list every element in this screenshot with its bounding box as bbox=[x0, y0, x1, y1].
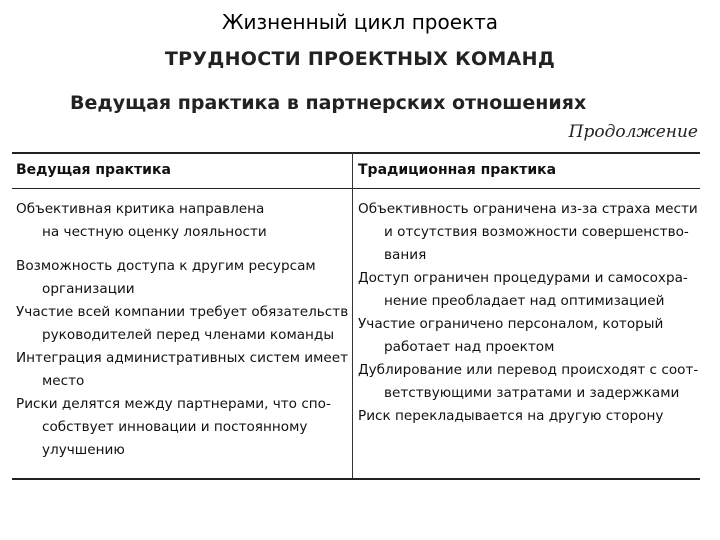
slide-title: Жизненный цикл проекта bbox=[222, 10, 498, 34]
item-line: организации bbox=[42, 281, 135, 297]
traditional-practice-item bbox=[358, 359, 698, 405]
traditional-practice-item bbox=[358, 313, 698, 359]
item-line: Доступ ограничен процедурами и самосохра- bbox=[358, 270, 688, 286]
item-line: Интеграция административных систем имеет bbox=[16, 350, 349, 366]
table-header-rule bbox=[12, 188, 700, 189]
item-line: Дублирование или перевод происходят с соот- bbox=[358, 362, 699, 378]
item-line: улучшению bbox=[42, 442, 125, 458]
item-line: нение преобладает над оптимизацией bbox=[384, 293, 665, 309]
leading-practice-column bbox=[16, 198, 348, 462]
item-line: руководителей перед членами команды bbox=[42, 327, 335, 343]
item-line: Участие ограничено персоналом, который bbox=[358, 316, 664, 332]
traditional-practice-item bbox=[358, 405, 698, 428]
item-line: место bbox=[42, 373, 85, 389]
column-header-traditional: Традиционная практика bbox=[358, 162, 557, 178]
item-line: Риски делятся между партнерами, что спо- bbox=[16, 396, 331, 412]
continuation-label: Продолжение bbox=[568, 122, 698, 142]
traditional-practice-column bbox=[358, 198, 698, 428]
item-line: работает над проектом bbox=[384, 339, 555, 355]
leading-practice-item bbox=[16, 347, 348, 393]
item-line: Возможность доступа к другим ресурсам bbox=[16, 258, 316, 274]
leading-practice-item bbox=[16, 255, 348, 301]
item-line: на честную оценку лояльности bbox=[42, 224, 267, 240]
table-top-rule bbox=[12, 152, 700, 154]
table-bottom-rule bbox=[12, 478, 700, 480]
item-line: Объективность ограничена из-за страха мести bbox=[358, 201, 698, 217]
item-line: Объективная критика направлена bbox=[16, 201, 265, 217]
table-caption: Ведущая практика в партнерских отношениях bbox=[70, 92, 587, 114]
item-line: Участие всей компании требует обязательств bbox=[16, 304, 349, 320]
leading-practice-item bbox=[16, 198, 348, 244]
item-line: собствует инновации и постоянному bbox=[42, 419, 308, 435]
table-column-divider bbox=[352, 152, 353, 478]
item-line: ветствующими затратами и задержками bbox=[384, 385, 680, 401]
item-line: вания bbox=[384, 247, 427, 263]
traditional-practice-item bbox=[358, 267, 698, 313]
item-line: Риск перекладывается на другую сторону bbox=[358, 408, 664, 424]
slide-subtitle: ТРУДНОСТИ ПРОЕКТНЫХ КОМАНД bbox=[164, 48, 556, 70]
leading-practice-item bbox=[16, 301, 348, 347]
column-header-leading: Ведущая практика bbox=[16, 162, 171, 178]
traditional-practice-item bbox=[358, 198, 698, 267]
item-line: и отсутствия возможности совершенство- bbox=[384, 224, 689, 240]
leading-practice-item bbox=[16, 393, 348, 462]
